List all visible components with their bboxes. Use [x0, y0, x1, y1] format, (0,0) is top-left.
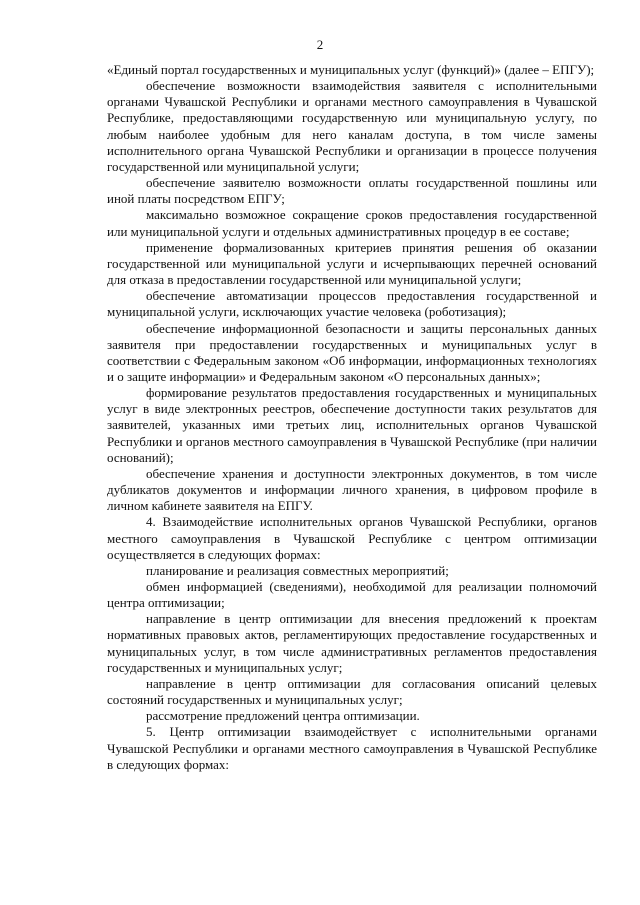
paragraph-electronic-registries: формирование результатов предоставления государственных и муниципальных услуг в виде электронных реестров, обеспечение доступности таких результатов для заявителей, указанных ими третьих лиц, исполнительных органов Чувашской Республики и органов местного самоуправления в Чувашской Республике (при наличии оснований); — [107, 385, 597, 465]
paragraph-data-security: обеспечение информационной безопасности и защиты персональных данных заявителя при предоставлении государственных и муниципальных услуг в соответствии с Федеральным законом «Об информации, информационных технологиях и о защите информации» и Федеральным законом «О персональных данных»; — [107, 320, 597, 384]
page-number: 2 — [316, 37, 324, 52]
paragraph-section-5: 5. Центр оптимизации взаимодействует с исполнительными органами Чувашской Республики и органами местного самоуправления в Чувашской Республике в следующих формах: — [107, 724, 597, 772]
paragraph-epgu-continuation: «Единый портал государственных и муниципальных услуг (функций)» (далее – ЕПГУ); — [107, 62, 595, 77]
paragraph-review-proposals: рассмотрение предложений центра оптимизации. — [146, 708, 420, 724]
paragraph-formalized-criteria: применение формализованных критериев принятия решения об оказании государственной или муниципальной услуги и исчерпывающих перечней оснований для отказа в предоставлении государственной или муниципальной услуги; — [107, 239, 597, 288]
paragraph-joint-events: планирование и реализация совместных мероприятий; — [146, 562, 449, 578]
paragraph-legal-act-proposals: направление в центр оптимизации для внесения предложений к проектам нормативных правовых актов, регламентирующих предоставление государственных и муниципальных услуг, в том числе административных регламентов предоставления государственных и муниципальных услуг; — [107, 611, 597, 675]
paragraph-target-states: направление в центр оптимизации для согласования описаний целевых состояний государственных и муниципальных услуг; — [107, 675, 597, 708]
paragraph-information-exchange: обмен информацией (сведениями), необходимой для реализации полномочий центра оптимизации; — [107, 579, 597, 611]
paragraph-section-4: 4. Взаимодействие исполнительных органов Чувашской Республики, органов местного самоуправления в Чувашской Республике с центром оптимизации осуществляется в следующих формах: — [107, 514, 597, 562]
paragraph-fee-payment: обеспечение заявителю возможности оплаты государственной пошлины или иной платы посредством ЕПГУ; — [107, 175, 597, 207]
document-body — [107, 62, 597, 773]
paragraph-interaction-channels: обеспечение возможности взаимодействия заявителя с исполнительными органами Чувашской Республики и органами местного самоуправления в Чувашской Республике, предоставляющими государственную или муниципальную услугу, по любым наиболее удобным для него каналам доступа, в том числе замены исполнительного органа Чувашской Республики и организации в процессе получения государственной или муниципальной услуги; — [107, 78, 597, 174]
paragraph-reduce-terms: максимально возможное сокращение сроков предоставления государственной или муниципальной услуги и отдельных административных процедур в ее составе; — [107, 207, 597, 239]
paragraph-automation: обеспечение автоматизации процессов предоставления государственной и муниципальной услуги, исключающих участие человека (роботизация); — [107, 288, 597, 320]
paragraph-document-storage: обеспечение хранения и доступности электронных документов, в том числе дубликатов документов и информации личного хранения, в цифровом профиле в личном кабинете заявителя на ЕПГУ. — [107, 465, 597, 514]
